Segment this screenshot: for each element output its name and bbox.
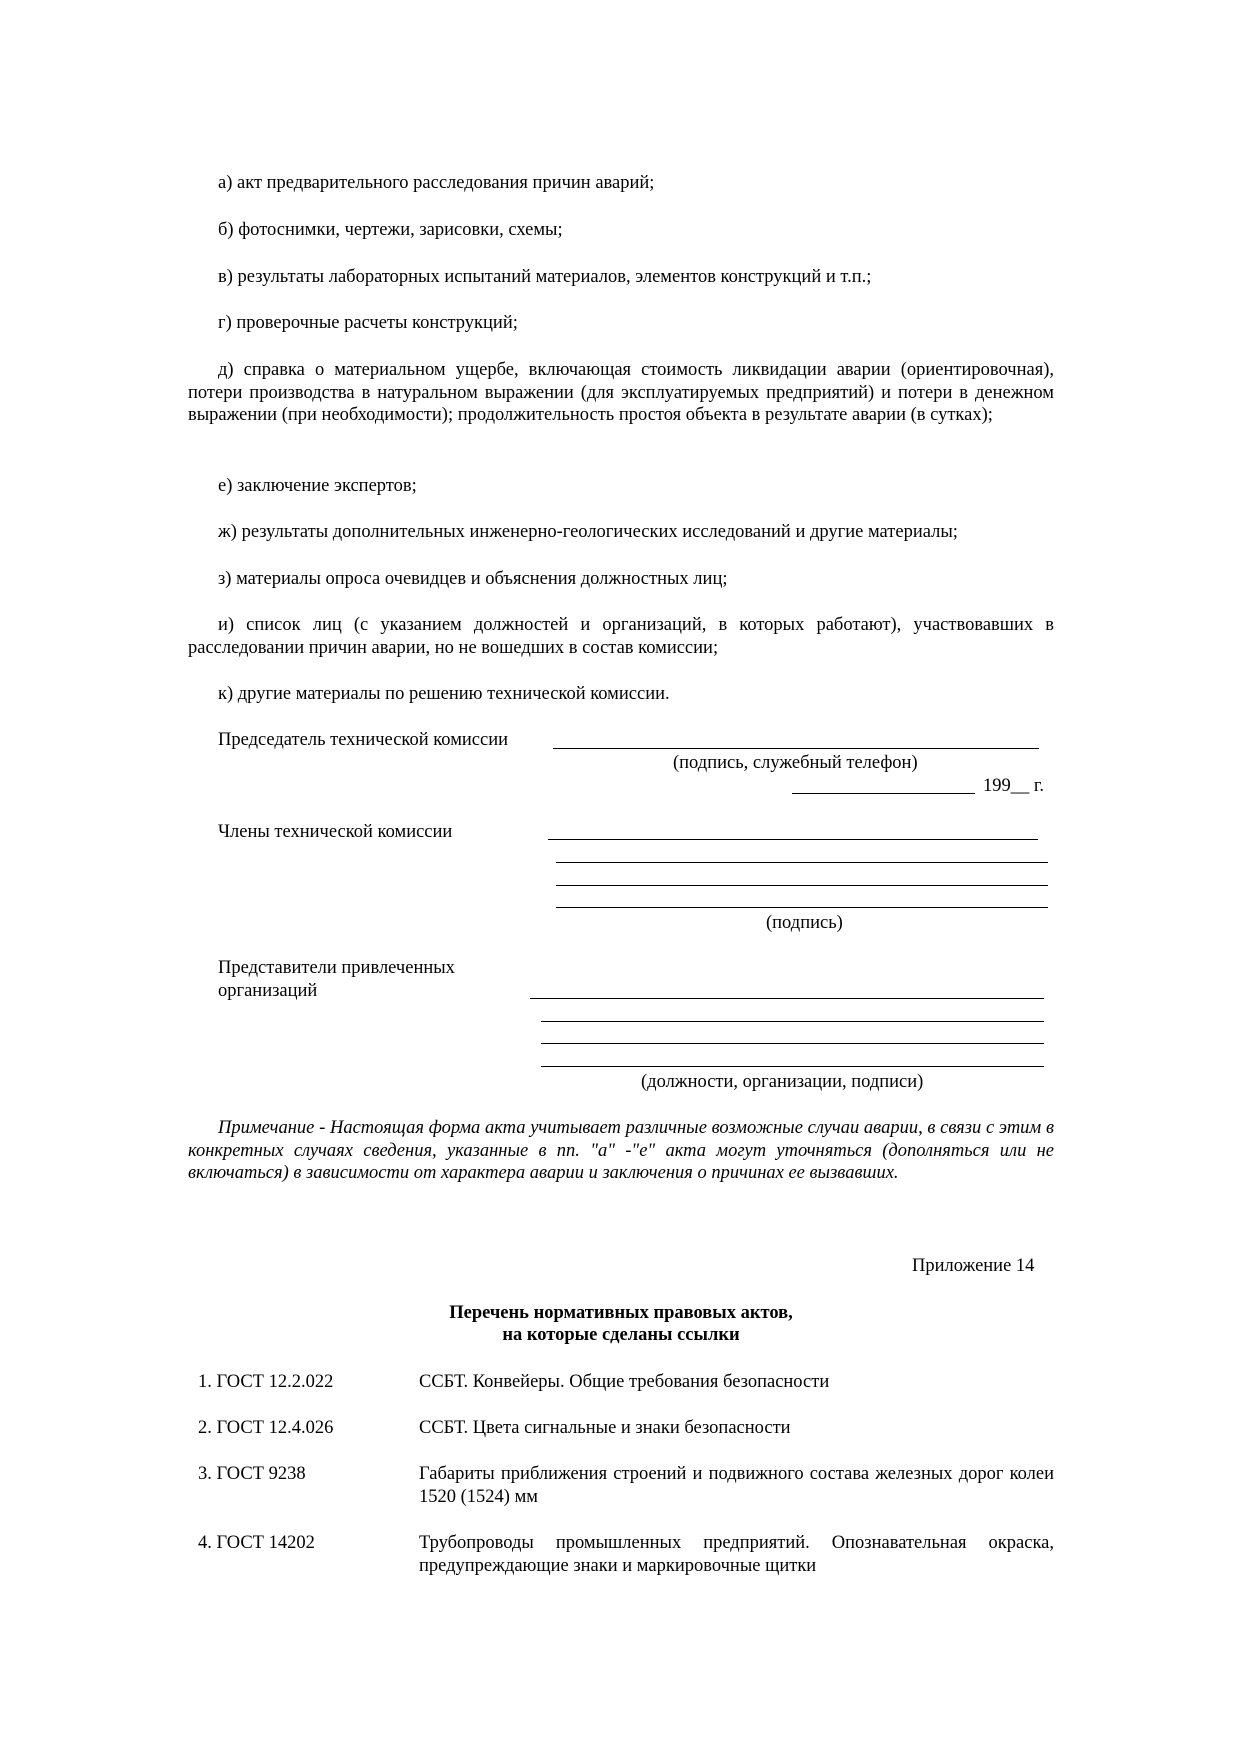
date-line[interactable] xyxy=(792,793,975,794)
list-item-v: в) результаты лабораторных испытаний материалов, элементов конструкций и т.п.; xyxy=(218,267,872,287)
chairman-label: Председатель технической комиссии xyxy=(218,730,509,750)
appendix-label: Приложение 14 xyxy=(912,1256,1035,1276)
representatives-label-line1: Представители привлеченных xyxy=(218,958,455,978)
member-signature-line-4[interactable] xyxy=(556,907,1048,908)
note-paragraph: Примечание - Настоящая форма акта учитывает различные возможные случаи аварии, в связи с этим в конкретных случаях сведения, указанные в пп. "а" -"е" акта могут уточняться (дополняться или не включаться) в зависимости от характера аварии и заключения о причинах ее вызвавших. xyxy=(188,1118,1054,1183)
standard-code-2: 2. ГОСТ 12.4.026 xyxy=(198,1418,334,1438)
list-item-a: а) акт предварительного расследования причин аварий; xyxy=(218,173,655,193)
member-signature-line-1[interactable] xyxy=(548,839,1038,840)
representatives-caption: (должности, организации, подписи) xyxy=(641,1072,924,1092)
appendix-title-line1: Перечень нормативных правовых актов, xyxy=(449,1303,793,1323)
chairman-signature-line[interactable] xyxy=(553,748,1039,749)
member-signature-line-3[interactable] xyxy=(556,885,1048,886)
standard-code-4: 4. ГОСТ 14202 xyxy=(198,1533,315,1553)
standard-title-2: ССБТ. Цвета сигнальные и знаки безопасности xyxy=(419,1418,791,1438)
members-caption: (подпись) xyxy=(766,913,843,933)
chairman-caption: (подпись, служебный телефон) xyxy=(673,753,918,773)
members-label: Члены технической комиссии xyxy=(218,822,453,842)
standard-code-3: 3. ГОСТ 9238 xyxy=(198,1464,306,1484)
list-item-i: и) список лиц (с указанием должностей и организаций, в которых работают), участвовавших в расследовании причин аварии, но не вошедших в состав комиссии; xyxy=(188,615,1054,658)
list-item-g: г) проверочные расчеты конструкций; xyxy=(218,313,518,333)
member-signature-line-2[interactable] xyxy=(556,862,1048,863)
date-suffix: 199__ г. xyxy=(983,776,1045,796)
representatives-label-line2: организаций xyxy=(218,981,318,1001)
list-item-d: д) справка о материальном ущербе, включающая стоимость ликвидации аварии (ориентировочная), потери производства в натуральном выражении (для эксплуатируемых предприятий) и потери в денежном выражении (при необходимости); продолжительность простоя объекта в результате аварии (в сутках); xyxy=(188,360,1054,425)
list-item-zh: ж) результаты дополнительных инженерно-геологических исследований и другие материалы; xyxy=(218,522,958,542)
representative-line-1[interactable] xyxy=(530,998,1044,999)
representative-line-3[interactable] xyxy=(541,1043,1044,1044)
appendix-title-line2: на которые сделаны ссылки xyxy=(502,1325,740,1345)
standard-code-1: 1. ГОСТ 12.2.022 xyxy=(198,1372,334,1392)
list-item-k: к) другие материалы по решению технической комиссии. xyxy=(218,684,670,704)
representative-line-2[interactable] xyxy=(541,1021,1044,1022)
standard-title-3: Габариты приближения строений и подвижного состава железных дорог колеи 1520 (1524) мм xyxy=(419,1464,1054,1507)
list-item-e: е) заключение экспертов; xyxy=(218,476,417,496)
list-item-b: б) фотоснимки, чертежи, зарисовки, схемы; xyxy=(218,220,563,240)
representative-line-4[interactable] xyxy=(541,1066,1044,1067)
standard-title-4: Трубопроводы промышленных предприятий. Опознавательная окраска, предупреждающие знаки и маркировочные щитки xyxy=(419,1533,1054,1576)
list-item-z: з) материалы опроса очевидцев и объяснения должностных лиц; xyxy=(218,569,728,589)
standard-title-1: ССБТ. Конвейеры. Общие требования безопасности xyxy=(419,1372,830,1392)
